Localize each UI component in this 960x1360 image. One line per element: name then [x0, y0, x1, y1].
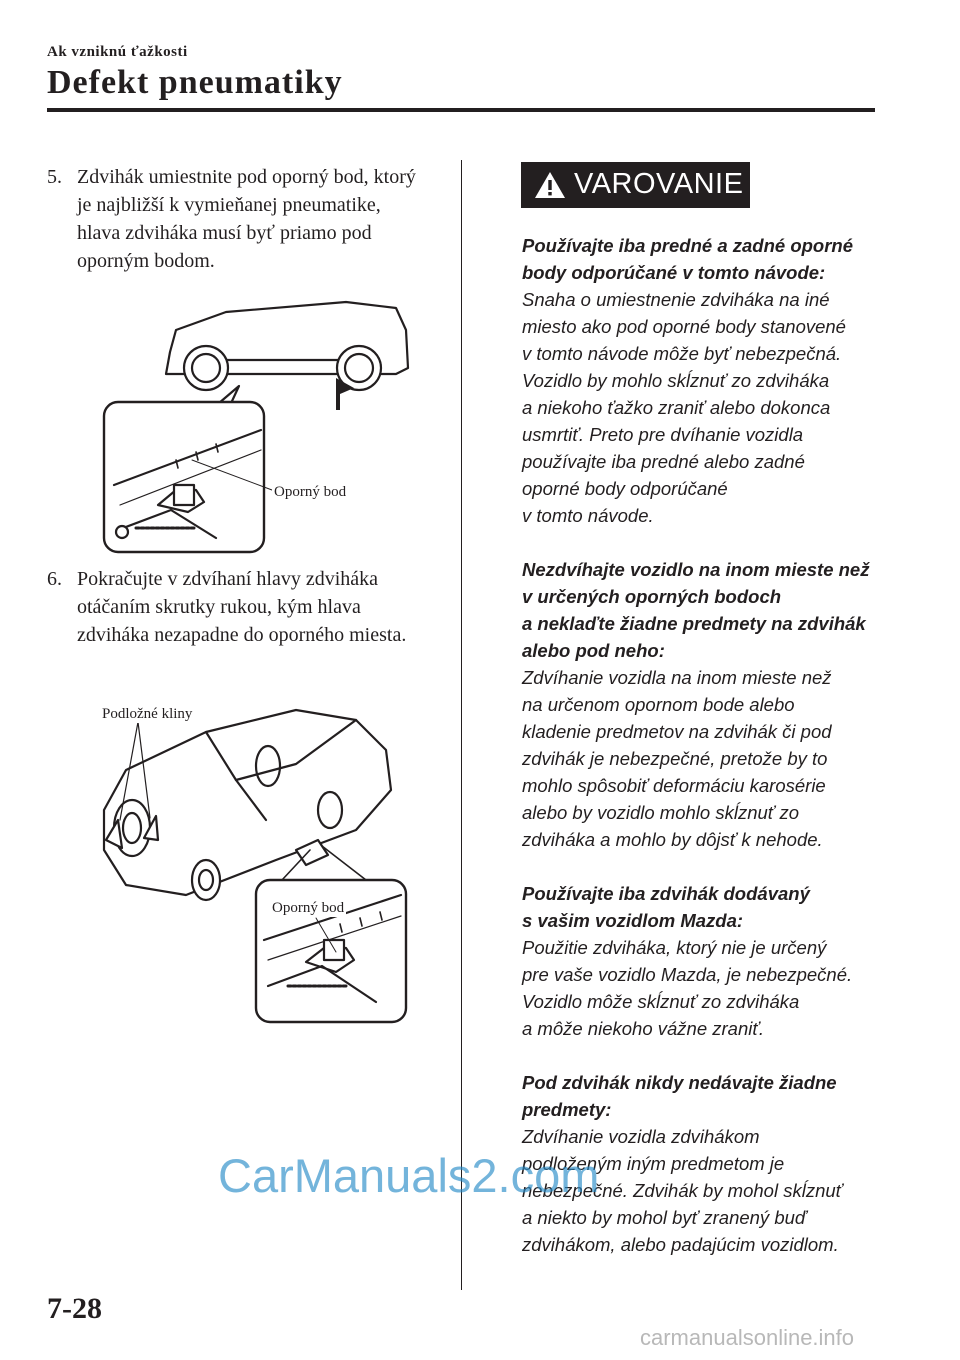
warning-badge [521, 162, 750, 208]
warning-heading-line: alebo pod neho: [522, 640, 665, 661]
warning-line: a niekto by mohol byť zranený buď [522, 1207, 807, 1228]
step-text: Pokračujte v zdvíhaní hlavy zdviháka otáčaním skrutky rukou, kým hlava zdviháka nezapadne do oporného miesta. [77, 568, 407, 646]
page-title: Defekt pneumatiky [47, 64, 343, 101]
warning-line: kladenie predmetov na zdvihák či pod [522, 721, 832, 742]
warning-line: Vozidlo by mohlo skĺznuť zo zdviháka [522, 370, 830, 391]
step-number: 6. [47, 568, 62, 590]
step-text: Zdvihák umiestnite pod oporný bod, ktorý je najbližší k vymieňanej pneumatike, hlava zdviháka musí byť priamo pod oporným bodom. [77, 166, 416, 272]
warning-line: v tomto návode. [522, 505, 654, 526]
warning-heading-line: Pod zdvihák nikdy nedávajte žiadne [522, 1072, 837, 1093]
warning-line: používajte iba predné alebo zadné [522, 451, 805, 472]
support-point-label: Oporný bod [272, 900, 345, 916]
warning-line: v tomto návode môže byť nebezpečná. [522, 343, 842, 364]
site-watermark: carmanualsonline.info [640, 1325, 855, 1350]
warning-line: Vozidlo môže skĺznuť zo zdviháka [522, 991, 800, 1012]
step-6 [47, 565, 427, 649]
step-number: 5. [47, 166, 62, 188]
warning-line: na určenom opornom bode alebo [522, 694, 795, 715]
warning-line: zdvihák je nebezpečné, pretože by to [522, 748, 828, 769]
warning-line: alebo by vozidlo mohlo skĺznuť zo [522, 802, 800, 823]
car-wedges-illustration [96, 690, 416, 1030]
car-jack-illustration [96, 290, 426, 555]
wedges-label: Podložné kliny [102, 706, 193, 722]
watermark: CarManuals2.com [218, 1149, 600, 1202]
warning-line: miesto ako pod oporné body stanovené [522, 316, 846, 337]
warning-line: zdviháka a mohlo by dôjsť k nehode. [522, 829, 823, 850]
warning-line: a môže niekoho vážne zraniť. [522, 1018, 765, 1039]
warning-line: a niekoho ťažko zraniť alebo dokonca [522, 397, 831, 418]
page-number: 7-28 [47, 1292, 102, 1325]
warning-heading-line: Používajte iba predné a zadné oporné [522, 235, 854, 256]
column-divider [461, 160, 462, 1290]
warning-line: Použitie zdviháka, ktorý nie je určený [522, 937, 827, 958]
warning-paragraph [522, 880, 892, 1042]
figure-jack-placement [96, 290, 426, 555]
warning-line: oporné body odporúčané [522, 478, 728, 499]
warning-heading-line: v určených oporných bodoch [522, 586, 782, 607]
warning-heading-line: Nezdvíhajte vozidlo na inom mieste než [522, 559, 870, 580]
warning-paragraph [522, 232, 892, 529]
warning-line: mohlo spôsobiť deformáciu karosérie [522, 775, 826, 796]
warning-heading-line: body odporúčané v tomto návode: [522, 262, 826, 283]
support-point-label: Oporný bod [274, 484, 347, 500]
warning-line: podloženým iným predmetom je [522, 1153, 785, 1174]
step-5 [47, 163, 427, 275]
section-label: Ak vzniknú ťažkosti [47, 44, 188, 60]
warning-line: Snaha o umiestnenie zdviháka na iné [522, 289, 830, 310]
warning-line: Zdvíhanie vozidla zdvihákom [522, 1126, 760, 1147]
warning-heading-line: Používajte iba zdvihák dodávaný [522, 883, 810, 904]
warning-line: Zdvíhanie vozidla na inom mieste než [522, 667, 832, 688]
warning-heading-line: a neklaďte žiadne predmety na zdvihák [522, 613, 866, 634]
warning-line: nebezpečné. Zdvihák by mohol skĺznuť [522, 1180, 843, 1201]
warning-line: usmrtiť. Preto pre dvíhanie vozidla [522, 424, 804, 445]
warning-line: pre vaše vozidlo Mazda, je nebezpečné. [522, 964, 853, 985]
warning-paragraph [522, 556, 892, 853]
warning-label: VAROVANIE [574, 168, 744, 200]
warning-line: zdvihákom, alebo padajúcim vozidlom. [522, 1234, 839, 1255]
warning-triangle-icon [533, 170, 567, 200]
header-rule [47, 108, 875, 112]
warning-heading-line: predmety: [522, 1099, 612, 1120]
figure-jack-raise [96, 690, 416, 1030]
warning-text [522, 232, 892, 1285]
warning-heading-line: s vašim vozidlom Mazda: [522, 910, 744, 931]
